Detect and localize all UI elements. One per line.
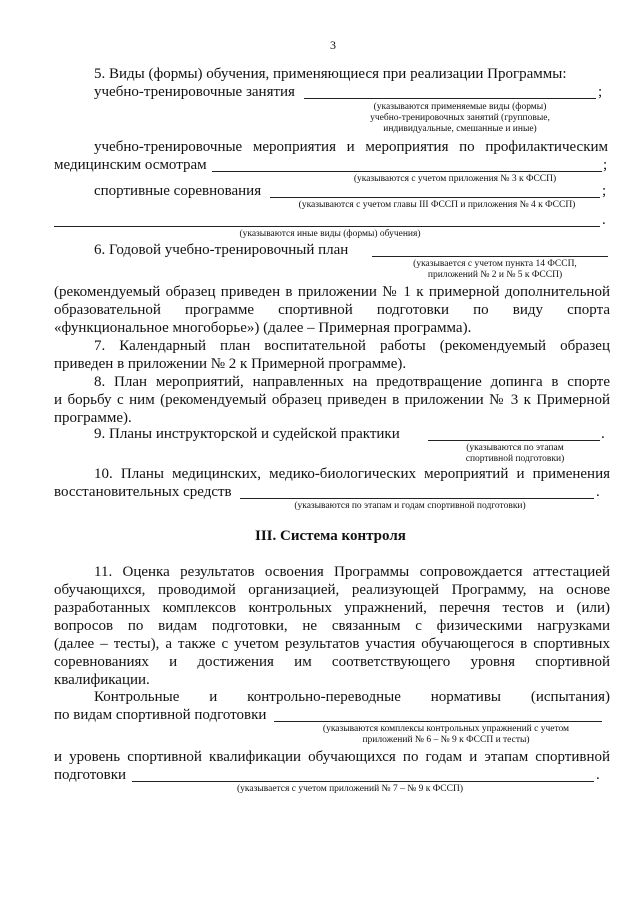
p11-line2: обучающихся, проводимой организацией, реализующей Программу, на основе (54, 582, 610, 598)
p9-note-b: спортивной подготовки) (465, 454, 565, 464)
p12-line2: по видам спортивной подготовки (54, 707, 267, 723)
p9-line1-end: . (601, 426, 605, 442)
p5-line5: спортивные соревнования (94, 183, 262, 199)
p6-line3: образовательной программе спортивной подготовки по виду спорта (54, 302, 610, 318)
p10-line2: восстановительных средств (54, 484, 232, 500)
p8-line1: 8. План мероприятий, направленных на предотвращение допинга в спорте (94, 374, 610, 390)
p5-note2: (указываются с учетом приложения № 3 к ФССП) (353, 174, 557, 184)
p5-line2: учебно-тренировочные занятия (94, 84, 295, 100)
p8-line3: программе). (54, 410, 132, 426)
p6-line1: 6. Годовой учебно-тренировочный план (94, 242, 349, 258)
p12-blank1 (274, 721, 602, 722)
p6-line2: (рекомендуемый образец приведен в приложении № 1 к примерной дополнительной (54, 284, 610, 300)
page-number: 3 (330, 38, 336, 52)
p11-line7: квалификации. (54, 672, 150, 688)
p7-line1: 7. Календарный план воспитательной работы (рекомендуемый образец (94, 338, 610, 354)
p9-note-a: (указываются по этапам (466, 443, 564, 453)
p5-line1: 5. Виды (формы) обучения, применяющиеся при реализации Программы: (94, 66, 567, 82)
p12-line4: подготовки (54, 767, 127, 783)
p7-line2: приведен в приложении № 2 к Примерной программе). (54, 356, 407, 372)
p12-blank2 (132, 781, 594, 782)
p10-note: (указываются по этапам и годам спортивной подготовки) (294, 501, 526, 511)
p5-note1c: индивидуальные, смешанные и иные) (383, 124, 537, 134)
p6-blank (372, 256, 608, 257)
p5-line5-end: ; (602, 183, 607, 199)
p5-blank2 (212, 171, 602, 172)
p6-note-b: приложений № 2 и № 5 к ФССП) (427, 270, 563, 280)
p5-blank3 (270, 197, 600, 198)
p5-line2-end: ; (598, 84, 603, 100)
p12-note-a: (указываются комплексы контрольных упражнений с учетом (322, 724, 570, 734)
p9-line1: 9. Планы инструкторской и судейской практики (94, 426, 400, 442)
p6-line4: «функциональное многоборье») (далее – Примерная программа). (54, 320, 472, 336)
p6-note-a: (указывается с учетом пункта 14 ФССП, (413, 259, 577, 269)
p11-line1: 11. Оценка результатов освоения Программы сопровождается аттестацией (94, 564, 610, 580)
p12-line1: Контрольные и контрольно-переводные нормативы (испытания) (94, 689, 610, 705)
p12-note-b: приложений № 6 – № 9 к ФССП и тесты) (362, 735, 530, 745)
p9-blank (428, 440, 600, 441)
p5-line6-end: . (602, 212, 606, 228)
p5-line3: учебно-тренировочные мероприятия и мероприятия по профилактическим (94, 139, 608, 155)
p8-line2: и борьбу с ним (рекомендуемый образец приведен в приложении № 3 к Примерной (54, 392, 610, 408)
p12-line4-end: . (596, 767, 600, 783)
p5-line4-end: ; (603, 157, 608, 173)
p12-note2: (указывается с учетом приложений № 7 – № 9 к ФССП) (237, 784, 463, 794)
p5-blank4 (54, 226, 600, 227)
p11-line4: вопросов по видам подготовки, не связанным с физическими нагрузками (54, 618, 610, 634)
p5-note4: (указываются иные виды (формы) обучения) (239, 229, 421, 239)
section-title: III. Система контроля (255, 528, 406, 544)
p10-line1: 10. Планы медицинских, медико-биологических мероприятий и применения (94, 466, 610, 482)
p5-line4: медицинским осмотрам (54, 157, 207, 173)
p12-line3: и уровень спортивной квалификации обучающихся по годам и этапам спортивной (54, 749, 610, 765)
p10-blank (240, 498, 594, 499)
p5-note1b: учебно-тренировочных занятий (групповые, (370, 113, 550, 123)
p11-line5: (далее – тесты), а также с учетом результатов участия обучающегося в спортивных (54, 636, 610, 652)
p5-note3: (указываются с учетом главы III ФССП и приложения № 4 к ФССП) (298, 200, 576, 210)
p10-line2-end: . (596, 484, 600, 500)
p5-blank1 (304, 98, 596, 99)
p11-line3: разработанных комплексов контрольных упражнений, перечня тестов и (или) (54, 600, 610, 616)
p11-line6: соревнованиях и достижения им соответствующего уровня спортивной (54, 654, 610, 670)
p5-note1a: (указываются применяемые виды (формы) (373, 102, 547, 112)
